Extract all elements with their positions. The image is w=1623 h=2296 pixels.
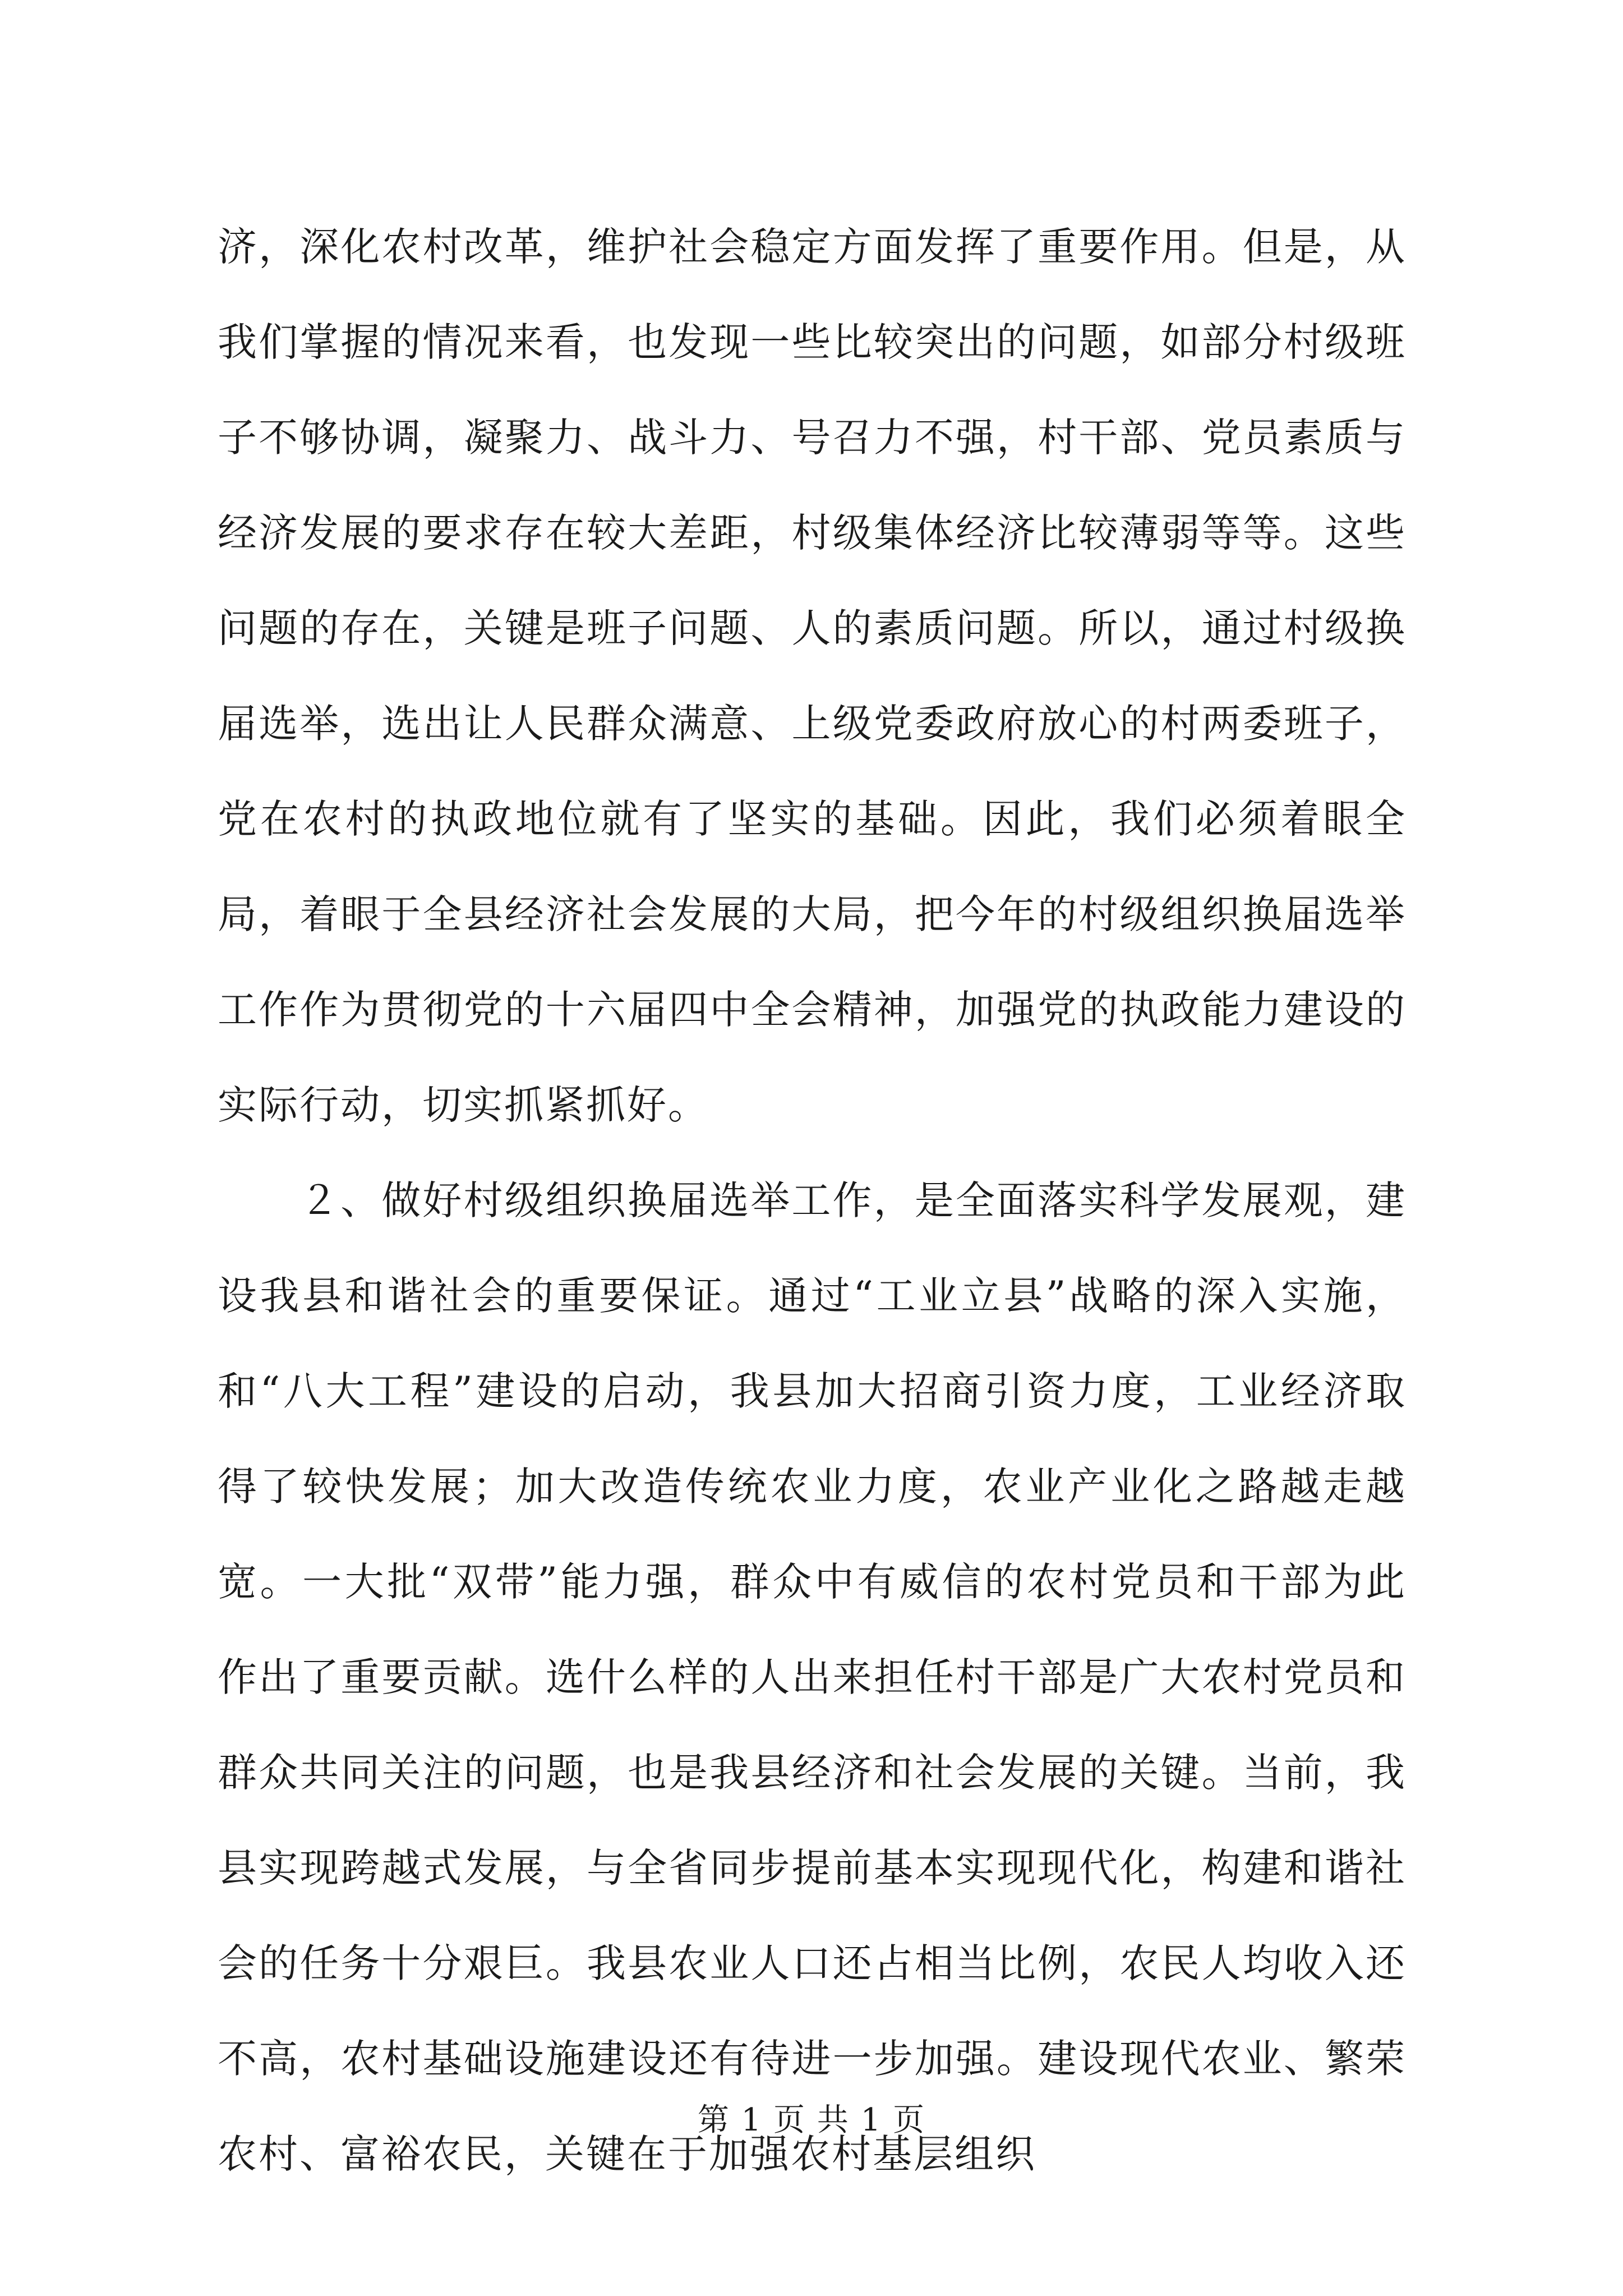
paragraph-continuation: 济，深化农村改革，维护社会稳定方面发挥了重要作用。但是，从我们掌握的情况来看，也发现一些比较突出的问题，如部分村级班子不够协调，凝聚力、战斗力、号召力不强，村干部、党员素质与经济发展的要求存在较大差距，村级集体经济比较薄弱等等。这些问题的存在，关键是班子问题、人的素质问题。所以，通过村级换届选举，选出让人民群众满意、上级党委政府放心的村两委班子，党在农村的执政地位就有了坚实的基础。因此，我们必须着眼全局，着眼于全县经济社会发展的大局，把今年的村级组织换届选举工作作为贯彻党的十六届四中全会精神，加强党的执政能力建设的实际行动，切实抓紧抓好。 (218, 224, 1407, 1128)
page-footer: 第 1 页 共 1 页 (697, 2102, 926, 2138)
paragraph-section-2: ２、做好村级组织换届选举工作，是全面落实科学发展观，建设我县和谐社会的重要保证。通过“工业立县”战略的深入实施，和“八大工程”建设的启动，我县加大招商引资力度，工业经济取得了较快发展；加大改造传统农业力度，农业产业化之路越走越宽。一大批“双带”能力强，群众中有威信的农村党员和干部为此作出了重要贡献。选什么样的人出来担任村干部是广大农村党员和群众共同关注的问题，也是我县经济和社会发展的关键。当前，我县实现跨越式发展，与全省同步提前基本实现现代化，构建和谐社会的任务十分艰巨。我县农业人口还占相当比例，农民人均收入还不高，农村基础设施建设还有待进一步加强。建设现代农业、繁荣农村、富裕农民，关键在于加强农村基层组织 (218, 1177, 1407, 2177)
document-body (218, 199, 1407, 2202)
